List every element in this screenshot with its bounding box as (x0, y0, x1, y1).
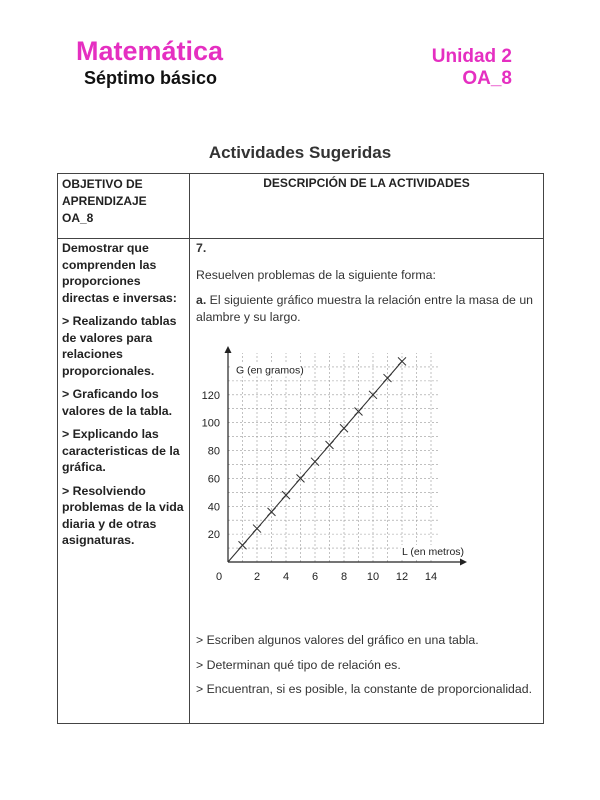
y-axis-arrow (225, 346, 232, 353)
mass-length-chart (190, 333, 510, 603)
x-tick-label: 4 (282, 571, 290, 583)
activity-bullets (196, 632, 537, 698)
y-tick-label: 120 (201, 389, 220, 402)
description-header-cell: DESCRIPCIÓN DE LA ACTIVIDADES (190, 174, 544, 239)
y-tick-label: 100 (201, 417, 220, 430)
x-tick-label: 14 (424, 571, 438, 583)
bullet-proportionality-constant: > Encuentran, si es posible, la constante de proporcionalidad. (196, 682, 532, 696)
objective-header-line-2: APRENDIZAJE (62, 194, 147, 208)
y-tick-label: 80 (207, 445, 220, 458)
x-tick-label: 2 (253, 571, 261, 583)
grade-subtitle: Séptimo básico (84, 68, 218, 88)
objective-header-cell (58, 174, 190, 239)
y-tick-label: 40 (207, 501, 220, 514)
x-tick-label: 12 (395, 571, 409, 583)
section-title: Actividades Sugeridas (208, 143, 392, 162)
objective-header-line-1: OBJETIVO DE (62, 177, 143, 191)
x-tick-label: 0 (215, 571, 223, 583)
y-tick-label: 20 (207, 529, 220, 542)
chart-svg (190, 333, 510, 603)
x-axis-arrow (460, 559, 467, 566)
data-point-marker (326, 441, 334, 449)
table-header-row (58, 174, 544, 239)
part-a-text: El siguiente gráfico muestra la relación entre la masa de un alambre y su largo. (196, 293, 533, 324)
objective-statement: Demostrar que comprenden las proporciones directas e inversas: (62, 241, 177, 305)
bullet-write-table: > Escriben algunos valores del gráfico en una tabla. (196, 633, 479, 647)
bullet-relation-type: > Determinan qué tipo de relación es. (196, 657, 401, 672)
y-tick-label: 60 (207, 473, 220, 486)
objective-item-graphing: > Graficando los valores de la tabla. (62, 387, 173, 418)
objective-header-line-3: OA_8 (62, 211, 94, 225)
objective-item-explaining: > Explicando las caracteristicas de la gráfica. (62, 427, 180, 474)
objective-item-solving: > Resolviendo problemas de la vida diaria y de otras asignaturas. (62, 483, 184, 547)
part-a-label: a. (196, 293, 207, 307)
x-tick-label: 8 (340, 571, 348, 583)
objective-item-tables: > Realizando tablas de valores para relaciones proporcionales. (62, 314, 177, 378)
activity-intro: Resuelven problemas de la siguiente forma: (196, 267, 436, 282)
part-a-paragraph (196, 292, 537, 325)
activity-description-cell (190, 239, 544, 724)
objective-code: OA_8 (462, 68, 512, 89)
table-body-row (58, 239, 544, 724)
objectives-cell (58, 239, 190, 724)
y-axis-label: G (en gramos) (236, 364, 304, 377)
activity-number: 7. (196, 241, 207, 255)
x-axis-label: L (en metros) (402, 546, 465, 558)
activities-table (57, 173, 544, 724)
unit-label: Unidad 2 (431, 46, 512, 67)
subject-title: Matemática (76, 36, 224, 66)
x-tick-label: 10 (366, 571, 380, 583)
x-tick-label: 6 (311, 571, 319, 583)
